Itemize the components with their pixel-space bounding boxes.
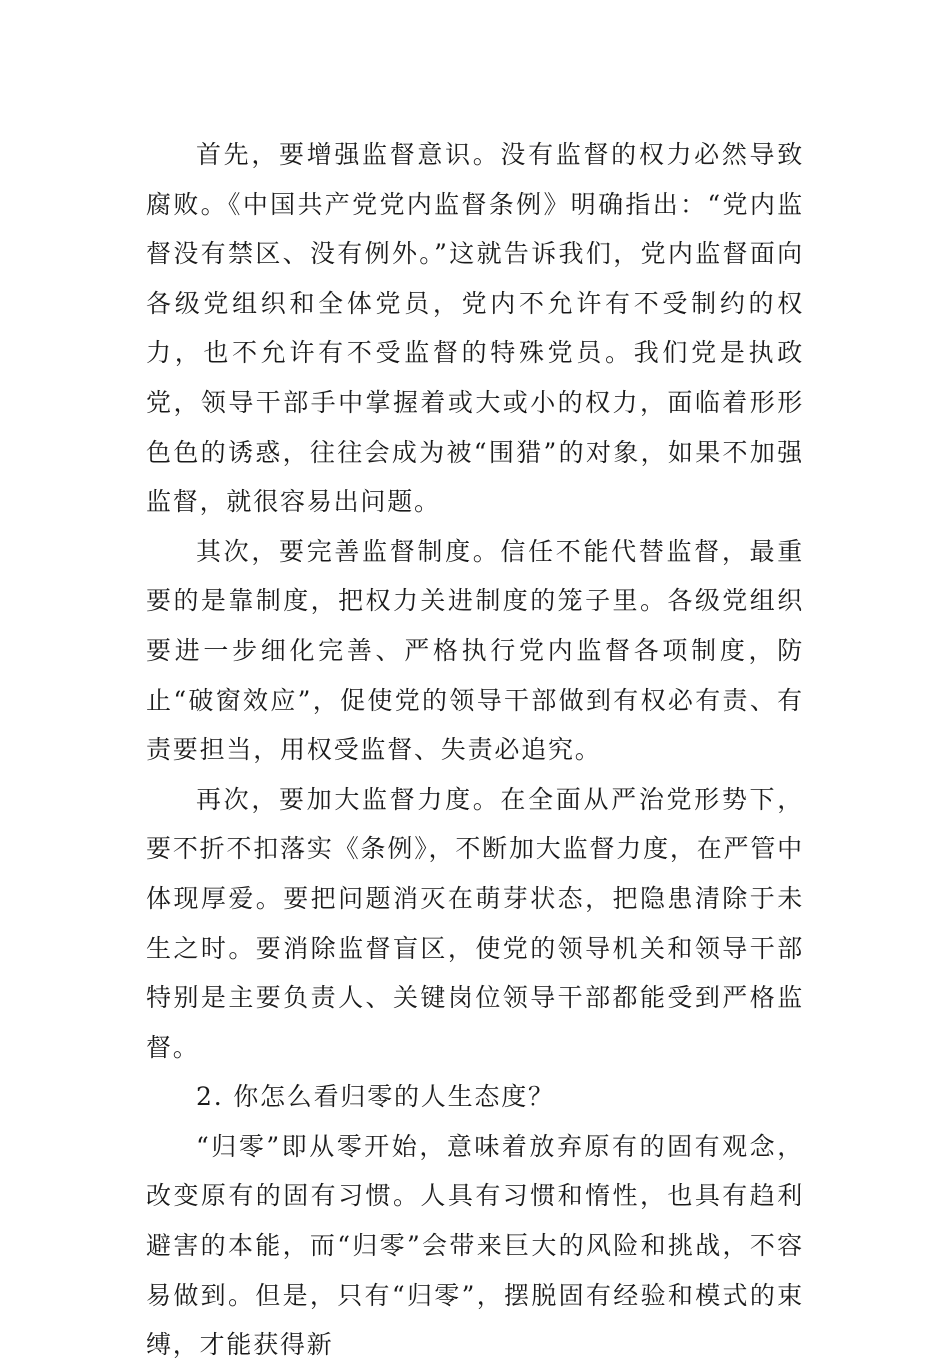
paragraph-supervision-awareness: 首先，要增强监督意识。没有监督的权力必然导致腐败。《中国共产党党内监督条例》明确指出：“党内监督没有禁区、没有例外。”这就告诉我们，党内监督面向各级党组织和全体党员，党内不允许有不受制约的权力，也不允许有不受监督的特殊党员。我们党是执政党，领导干部手中掌握着或大或小的权力，面临着形形色色的诱惑，往往会成为被“围猎”的对象，如果不加强监督，就很容易出问题。 bbox=[146, 140, 804, 517]
document-body bbox=[146, 130, 804, 1370]
question-heading: 2. 你怎么看归零的人生态度？ bbox=[196, 1082, 555, 1112]
paragraph-answer: “归零”即从零开始，意味着放弃原有的固有观念，改变原有的固有习惯。人具有习惯和惰性，也具有趋利避害的本能，而“归零”会带来巨大的风险和挑战，不容易做到。但是，只有“归零”，摆脱固有经验和模式的束缚，才能获得新 bbox=[146, 1131, 804, 1360]
paragraph-supervision-intensity: 再次，要加大监督力度。在全面从严治党形势下，要不折不扣落实《条例》，不断加大监督力度，在严管中体现厚爱。要把问题消灭在萌芽状态，把隐患清除于未生之时。要消除监督盲区，使党的领导机关和领导干部特别是主要负责人、关键岗位领导干部都能受到严格监督。 bbox=[146, 784, 804, 1062]
paragraph-supervision-system: 其次，要完善监督制度。信任不能代替监督，最重要的是靠制度，把权力关进制度的笼子里。各级党组织要进一步细化完善、严格执行党内监督各项制度，防止“破窗效应”，促使党的领导干部做到有权必有责、有责要担当，用权受监督、失责必追究。 bbox=[146, 536, 804, 765]
